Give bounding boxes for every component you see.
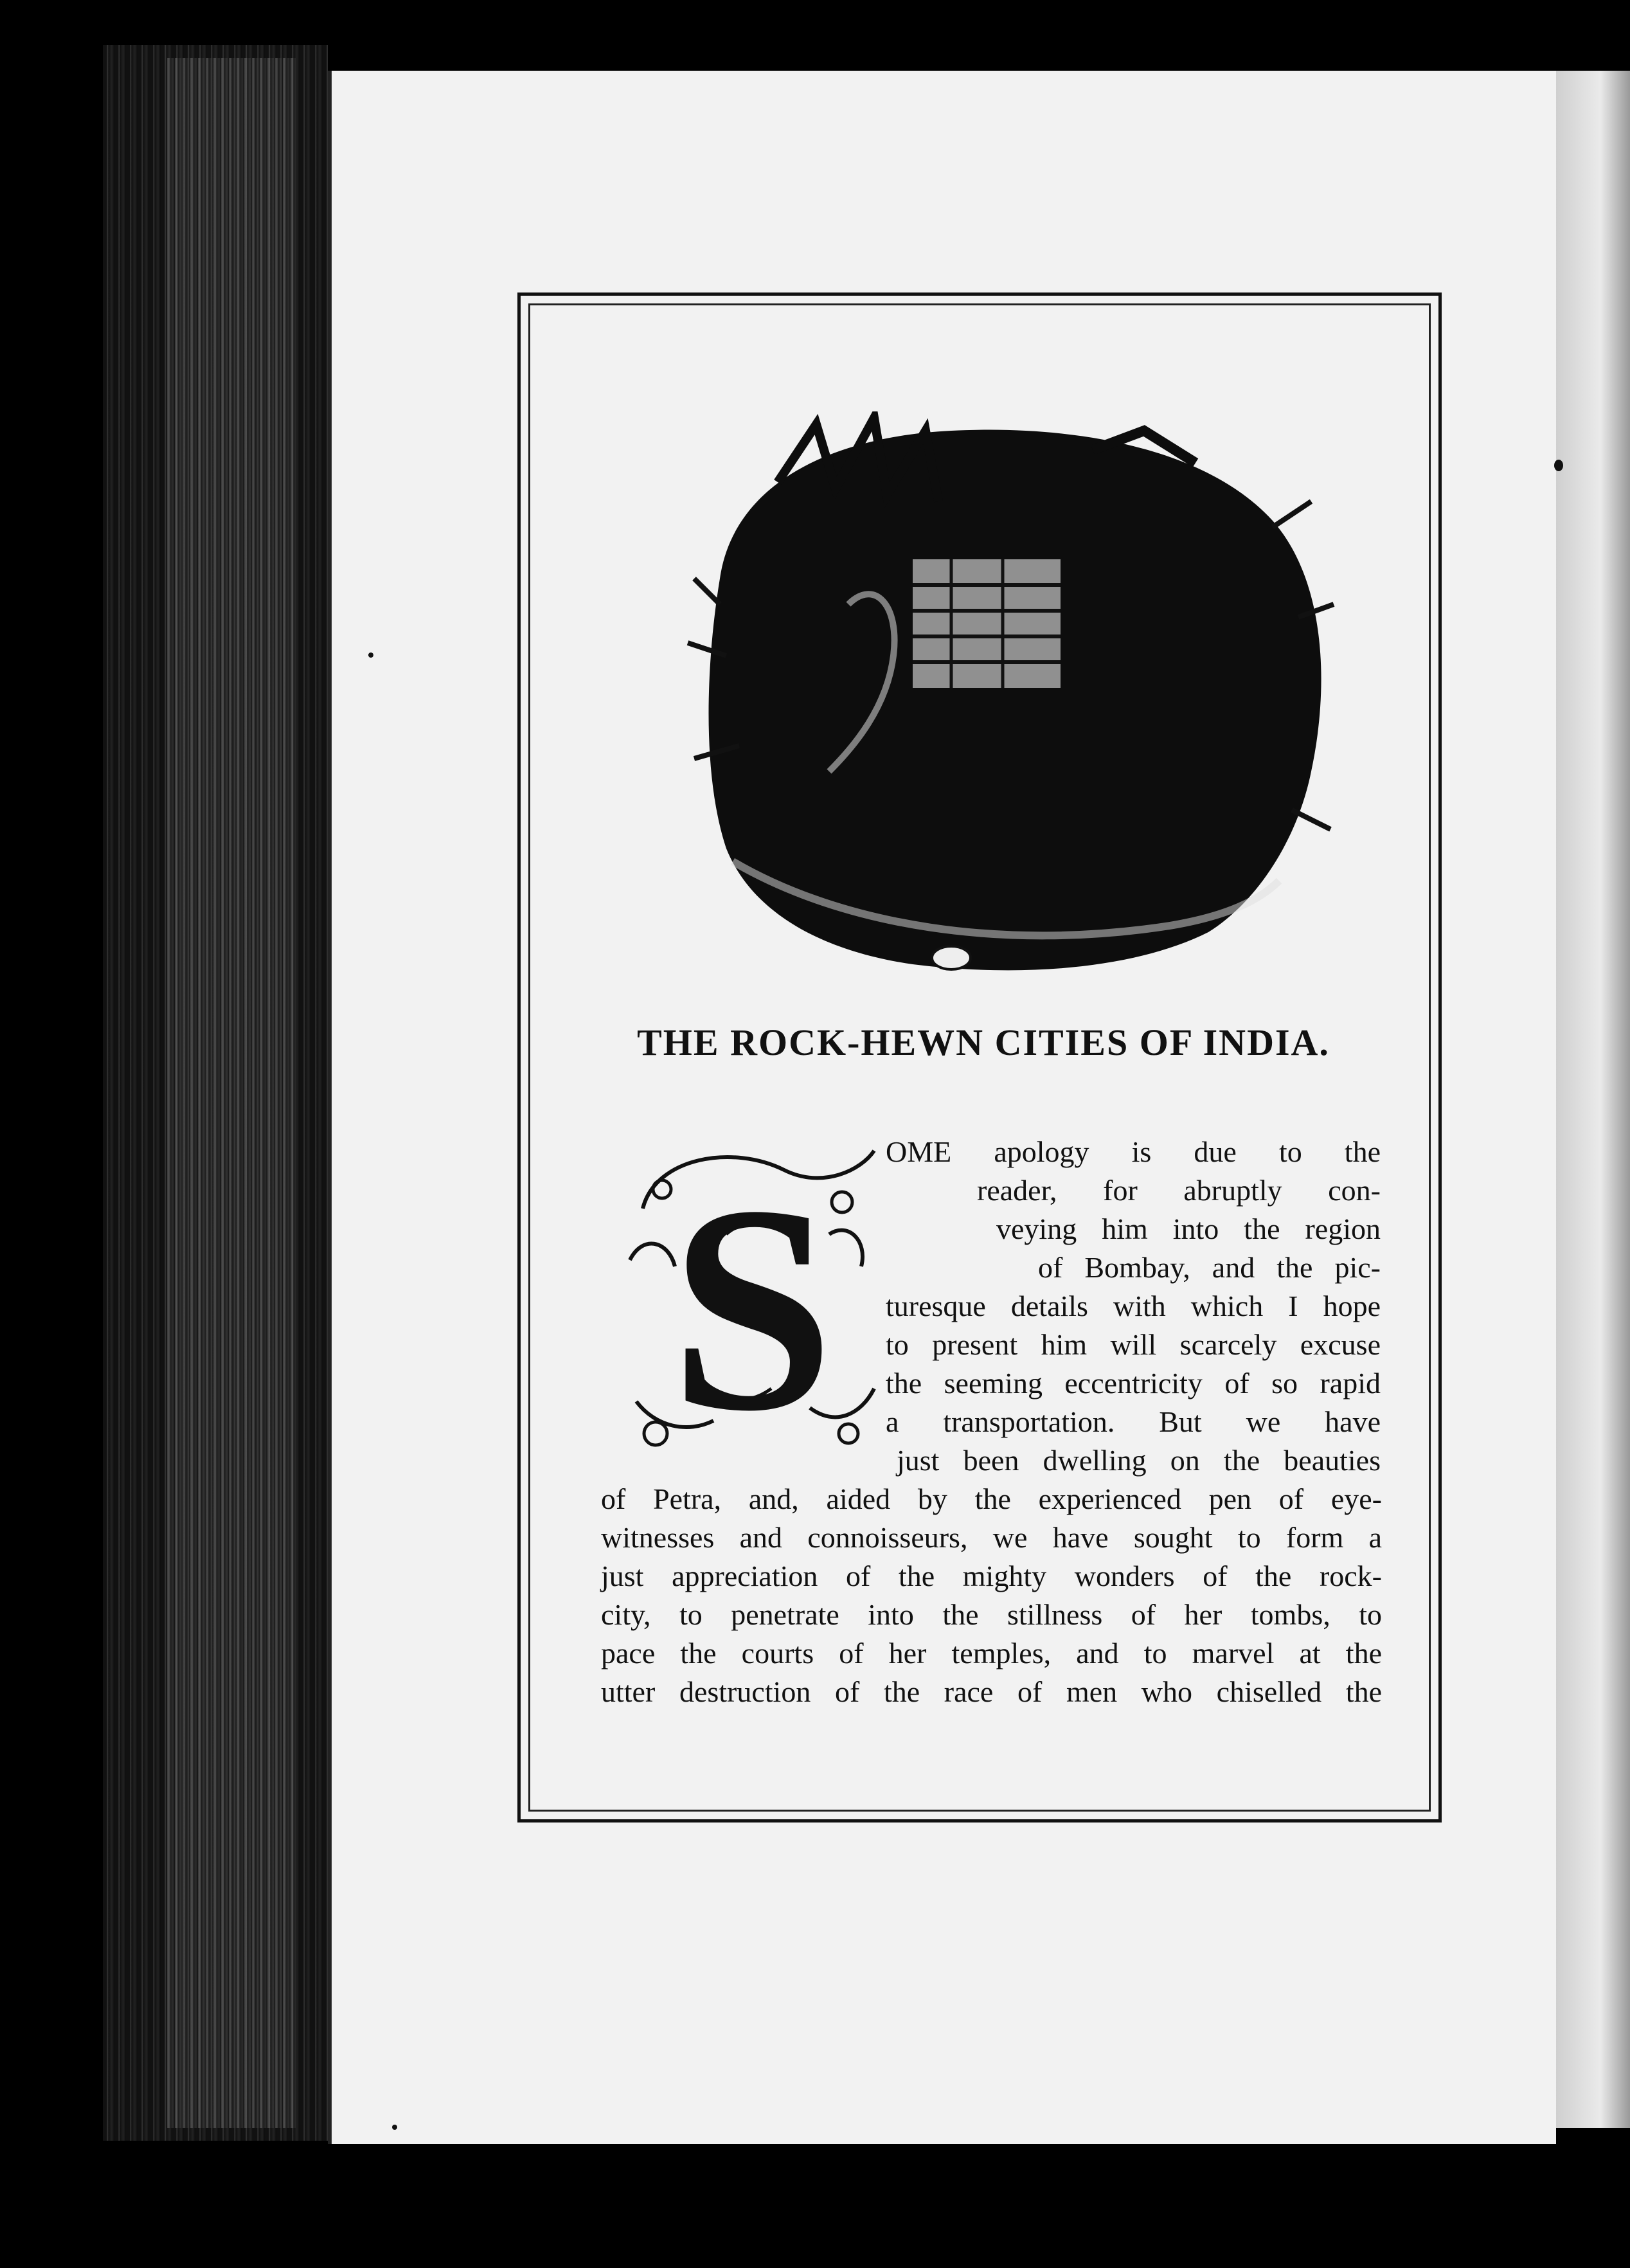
svg-text:S: S <box>670 1144 834 1466</box>
text-line: witnesses and connoisseurs, we have sought to form a <box>601 1521 1382 1554</box>
decorative-dropcap <box>617 1131 887 1466</box>
text-line: the seeming eccentricity of so rapid <box>886 1367 1381 1400</box>
book-edge <box>103 45 328 2141</box>
text-line: just appreciation of the mighty wonders of the rock- <box>601 1560 1382 1592</box>
text-line: a transportation. But we have <box>886 1405 1381 1438</box>
text-line: just been dwelling on the beauties <box>897 1444 1381 1477</box>
text-line: turesque details with which I hope <box>886 1290 1381 1322</box>
scan-speck <box>1554 460 1563 471</box>
text-line: to present him will scarcely excuse <box>886 1328 1381 1361</box>
text-line: veying him into the region <box>996 1212 1381 1245</box>
text-line: pace the courts of her temples, and to marvel at the <box>601 1637 1382 1670</box>
text-line: city, to penetrate into the stillness of her tombs, to <box>601 1598 1382 1631</box>
scan-speck <box>392 2125 397 2130</box>
text-line: utter destruction of the race of men who chiselled the <box>601 1675 1382 1708</box>
text-line: of Petra, and, aided by the experienced pen of eye- <box>601 1482 1382 1515</box>
text-line: of Bombay, and the pic- <box>1038 1251 1381 1284</box>
scan-speck <box>368 652 373 658</box>
text-line: reader, for abruptly con- <box>977 1174 1381 1207</box>
text-line: OME apology is due to the <box>886 1135 1381 1168</box>
next-page-edge <box>1555 71 1630 2128</box>
engraving-illustration <box>681 411 1337 990</box>
chapter-title: THE ROCK-HEWN CITIES OF INDIA. <box>637 1022 1330 1063</box>
